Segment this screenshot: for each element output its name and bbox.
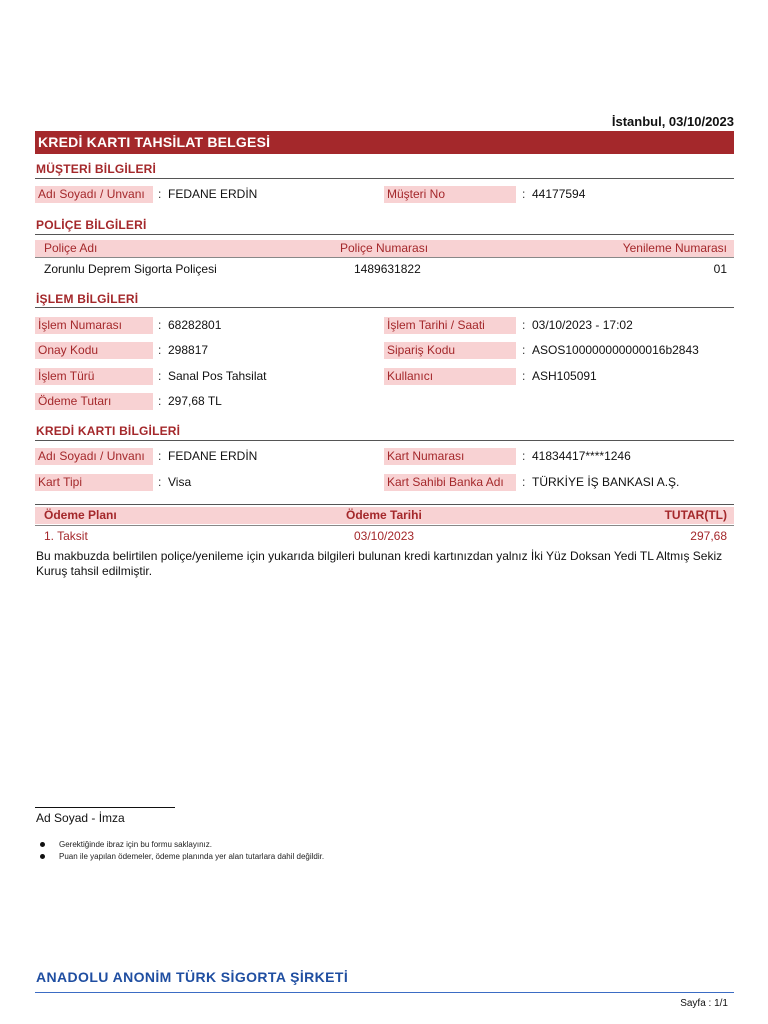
customer-name-label: Adı Soyadı / Unvanı: [35, 186, 153, 203]
customer-name-value: FEDANE ERDİN: [168, 187, 258, 201]
city-date: İstanbul, 03/10/2023: [611, 114, 734, 129]
section-divider: [35, 440, 734, 441]
document-title: KREDİ KARTI TAHSİLAT BELGESİ: [35, 131, 734, 154]
policy-number-header: Poliçe Numarası: [340, 241, 429, 255]
section-title-kart: KREDİ KARTI BİLGİLERİ: [36, 424, 181, 438]
note-text: Gerektiğinde ibraz için bu formu saklayınız.: [59, 840, 212, 849]
user-value: ASH105091: [532, 369, 597, 383]
cardholder-name-value: FEDANE ERDİN: [168, 449, 258, 463]
amount-header: TUTAR(TL): [664, 508, 727, 522]
approval-code-label: Onay Kodu: [35, 342, 153, 359]
colon: :: [522, 369, 526, 383]
card-number-label: Kart Numarası: [384, 448, 516, 465]
payment-date-header: Ödeme Tarihi: [346, 508, 422, 522]
colon: :: [158, 394, 162, 408]
user-label: Kullanıcı: [384, 368, 516, 385]
approval-code-value: 298817: [168, 343, 209, 357]
customer-no-value: 44177594: [532, 187, 586, 201]
section-title-musteri: MÜŞTERİ BİLGİLERİ: [36, 162, 157, 176]
section-title-islem: İŞLEM BİLGİLERİ: [36, 292, 139, 306]
transaction-type-value: Sanal Pos Tahsilat: [168, 369, 267, 383]
policy-number-value: 1489631822: [354, 262, 421, 276]
colon: :: [158, 187, 162, 201]
transaction-number-label: İşlem Numarası: [35, 317, 153, 334]
card-type-value: Visa: [168, 475, 192, 489]
collection-statement: Bu makbuzda belirtilen poliçe/yenileme için yukarıda bilgileri bulunan kredi kartınızdan yalnız İki Yüz Doksan Yedi TL Altmış Sekiz Kuruş tahsil edilmiştir.: [36, 549, 723, 578]
bullet-icon: [40, 842, 45, 847]
company-name: ANADOLU ANONİM TÜRK SİGORTA ŞİRKETİ: [36, 969, 349, 985]
colon: :: [522, 343, 526, 357]
colon: :: [158, 449, 162, 463]
policy-name-value: Zorunlu Deprem Sigorta Poliçesi: [44, 262, 217, 276]
card-bank-label: Kart Sahibi Banka Adı: [384, 474, 516, 491]
section-title-police: POLİÇE BİLGİLERİ: [36, 218, 147, 232]
customer-no-label: Müşteri No: [384, 186, 516, 203]
table-divider: [35, 257, 734, 258]
colon: :: [158, 343, 162, 357]
note-item: [40, 852, 324, 861]
transaction-datetime-label: İşlem Tarihi / Saati: [384, 317, 516, 334]
signature-label: Ad Soyad - İmza: [36, 811, 125, 825]
bullet-icon: [40, 854, 45, 859]
footer-divider: [35, 992, 734, 993]
colon: :: [158, 318, 162, 332]
section-divider: [35, 307, 734, 308]
transaction-type-label: İşlem Türü: [35, 368, 153, 385]
colon: :: [522, 475, 526, 489]
transaction-number-value: 68282801: [168, 318, 222, 332]
colon: :: [522, 318, 526, 332]
order-code-label: Sipariş Kodu: [384, 342, 516, 359]
installment-amount-value: 297,68: [690, 529, 727, 543]
installment-value: 1. Taksit: [44, 529, 88, 543]
renewal-number-value: 01: [713, 262, 727, 276]
payment-amount-value: 297,68 TL: [168, 394, 222, 408]
card-number-value: 41834417****1246: [532, 449, 631, 463]
payment-plan-header-label: Ödeme Planı: [44, 508, 117, 522]
section-divider: [35, 178, 734, 179]
renewal-number-header: Yenileme Numarası: [622, 241, 727, 255]
card-bank-value: TÜRKİYE İŞ BANKASI A.Ş.: [532, 475, 680, 489]
card-type-label: Kart Tipi: [35, 474, 153, 491]
table-divider: [35, 525, 734, 526]
page-number: Sayfa : 1/1: [680, 998, 728, 1009]
colon: :: [522, 449, 526, 463]
policy-name-header: Poliçe Adı: [44, 241, 98, 255]
note-item: [40, 840, 212, 849]
colon: :: [522, 187, 526, 201]
installment-date-value: 03/10/2023: [354, 529, 415, 543]
colon: :: [158, 369, 162, 383]
signature-line: [35, 807, 175, 808]
cardholder-name-label: Adı Soyadı / Unvanı: [35, 448, 153, 465]
section-divider: [35, 234, 734, 235]
plan-top-divider: [35, 504, 734, 505]
payment-amount-label: Ödeme Tutarı: [35, 393, 153, 410]
transaction-datetime-value: 03/10/2023 - 17:02: [532, 318, 633, 332]
order-code-value: ASOS100000000000016b2843: [532, 343, 699, 357]
note-text: Puan ile yapılan ödemeler, ödeme planında yer alan tutarlara dahil değildir.: [59, 852, 325, 861]
colon: :: [158, 475, 162, 489]
